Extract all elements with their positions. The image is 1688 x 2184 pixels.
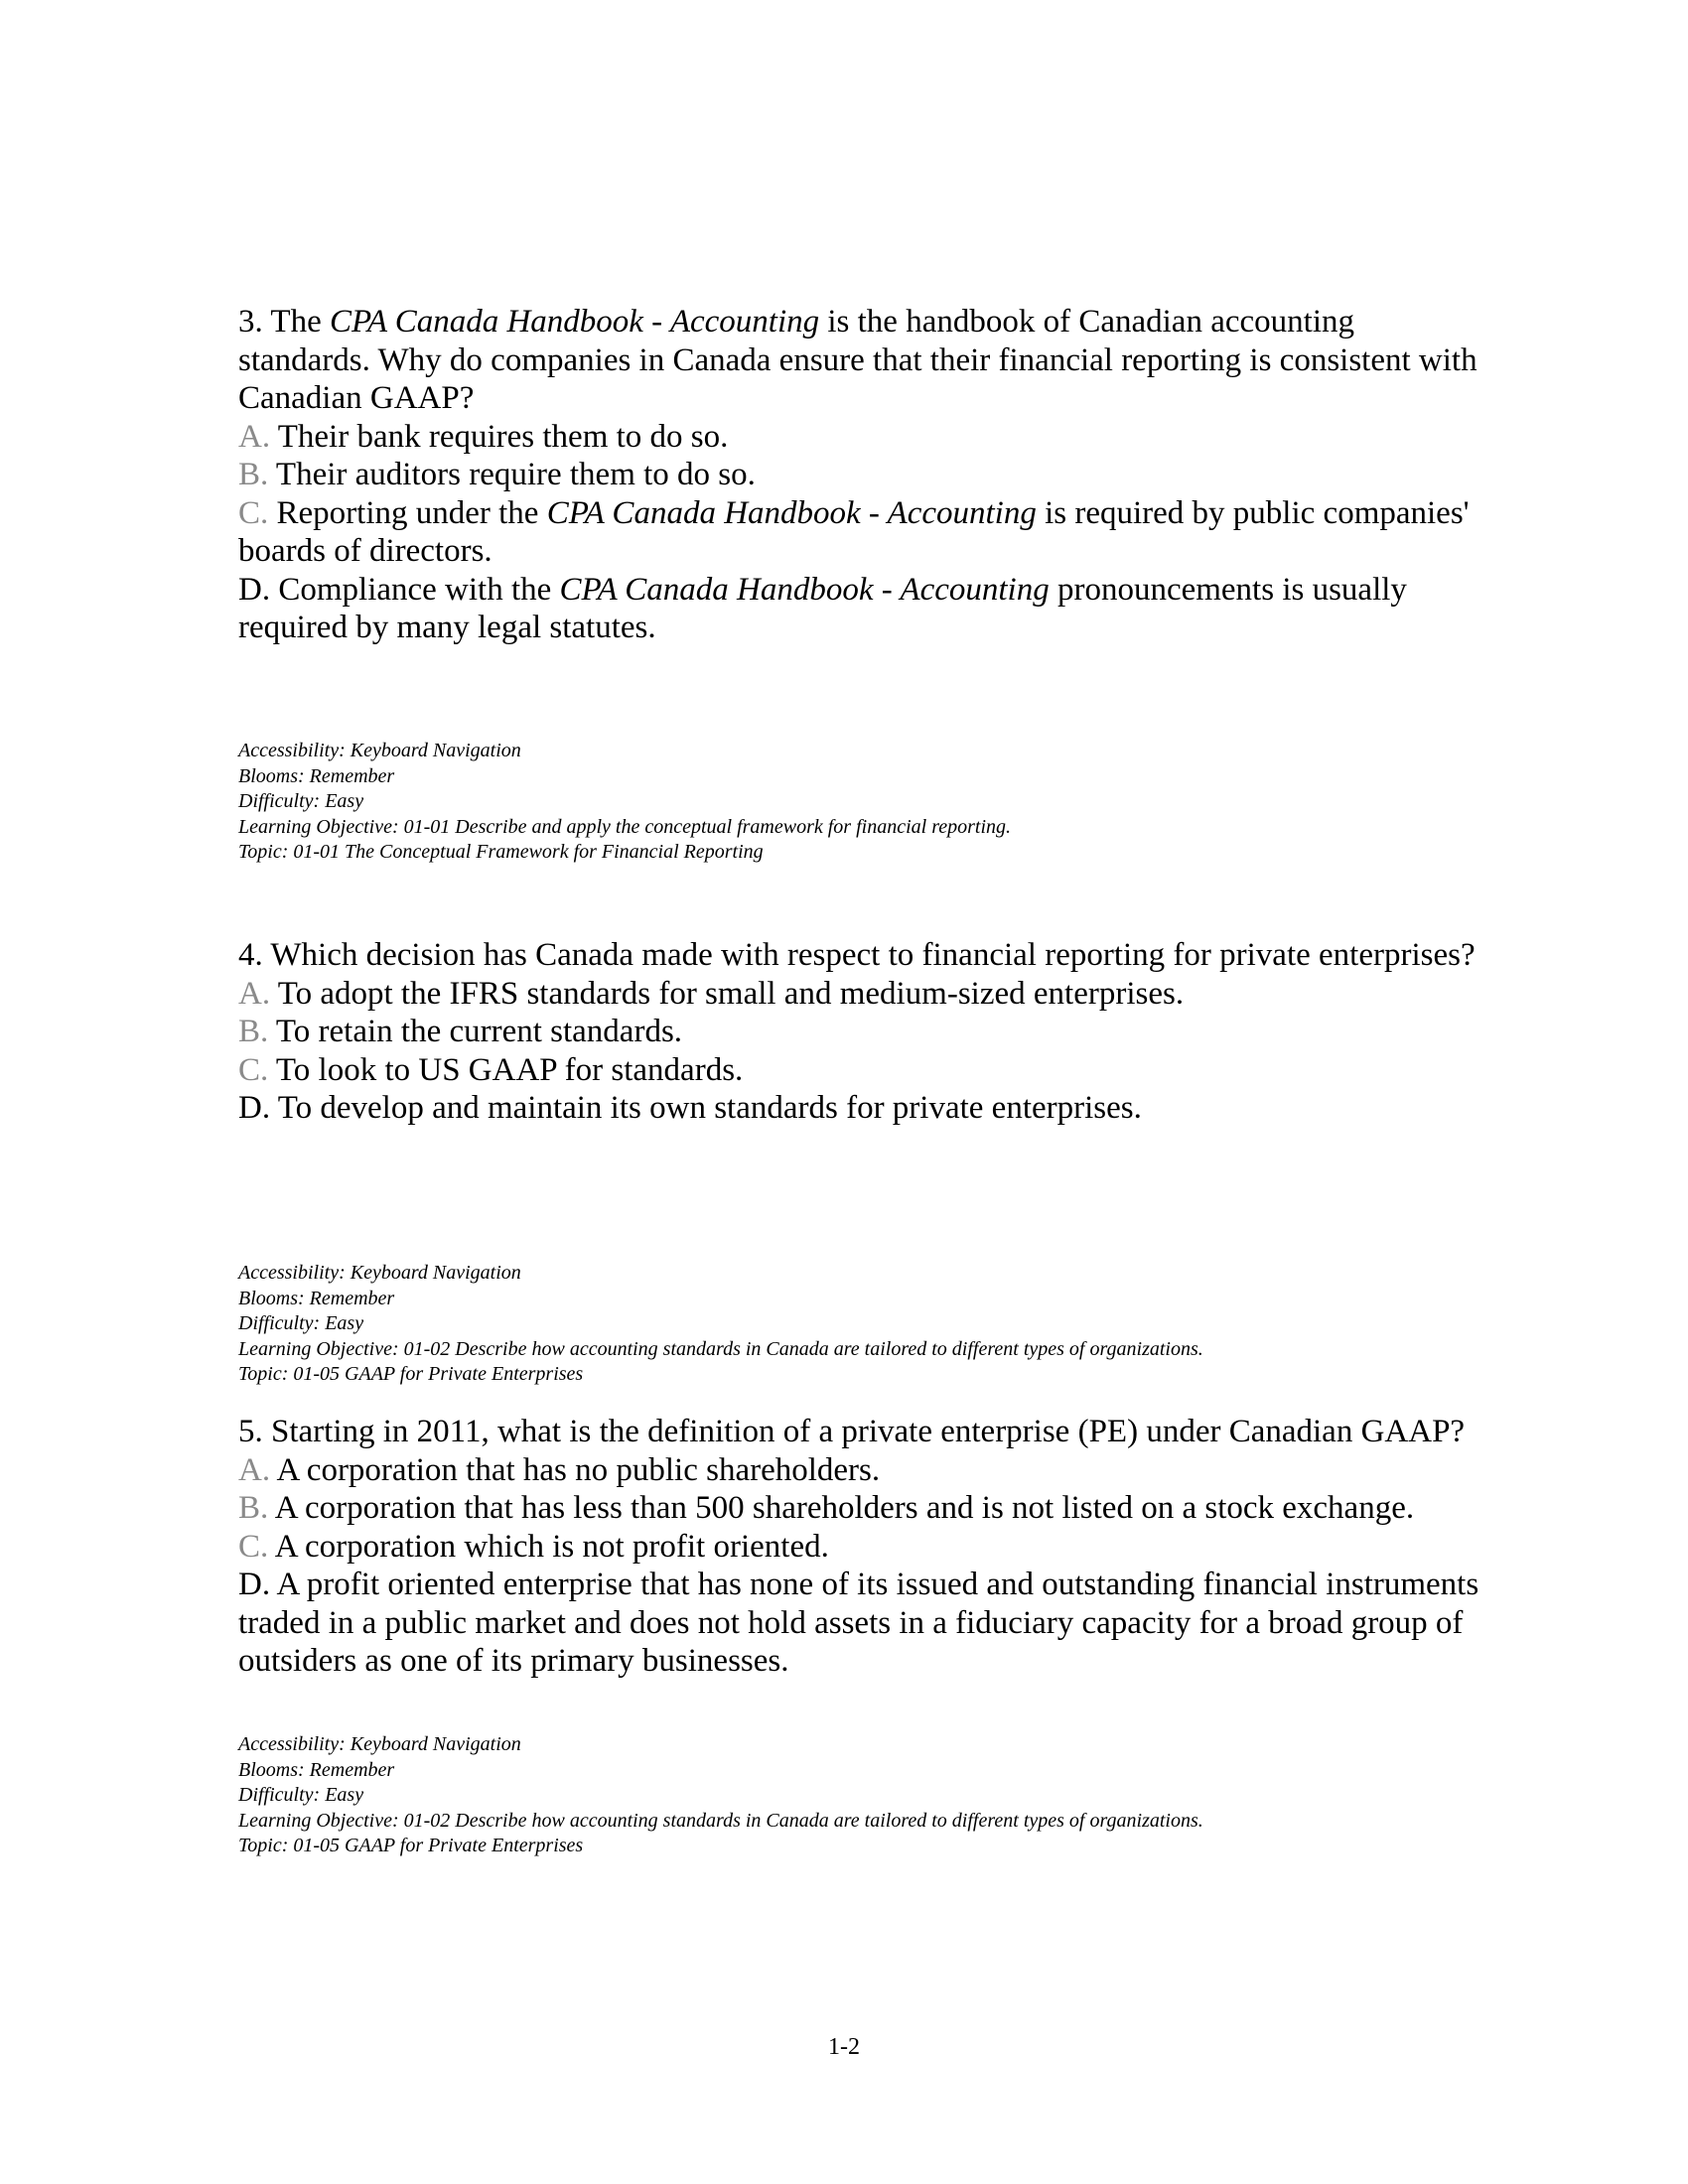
question-3 xyxy=(238,303,1489,647)
option-text: Their bank requires them to do so. xyxy=(277,418,729,455)
option-text: A corporation that has less than 500 shareholders and is not listed on a stock exchange. xyxy=(274,1490,1415,1526)
option-text-pre: Compliance with the xyxy=(278,571,552,608)
answer-option-b xyxy=(238,1489,1489,1528)
option-letter: A. xyxy=(238,975,271,1012)
answer-option-d xyxy=(238,571,1489,647)
handbook-title: CPA Canada Handbook - Accounting xyxy=(559,571,1050,608)
meta-difficulty: Difficulty: Easy xyxy=(238,790,364,812)
option-text: A corporation that has no public shareholders. xyxy=(276,1451,881,1488)
option-letter: C. xyxy=(238,494,269,531)
meta-learning-objective: Learning Objective: 01-02 Describe how accounting standards in Canada are tailored to different types of organizations. xyxy=(238,1809,1203,1832)
option-letter: A. xyxy=(238,418,271,455)
meta-learning-objective: Learning Objective: 01-01 Describe and apply the conceptual framework for financial reporting. xyxy=(238,815,1012,838)
question-stem xyxy=(238,1413,1489,1451)
question-number: 4. xyxy=(238,937,263,973)
option-text-post: pronouncements is usually required by many legal statutes. xyxy=(238,571,1407,645)
question-stem-pre: The xyxy=(270,304,322,340)
option-letter: B. xyxy=(238,1014,269,1049)
question-5-metadata xyxy=(238,1732,1489,1859)
option-text: To look to US GAAP for standards. xyxy=(275,1051,744,1088)
option-letter: C. xyxy=(238,1528,269,1565)
option-letter: D. xyxy=(238,571,271,608)
option-letter: A. xyxy=(238,1451,271,1488)
meta-difficulty: Difficulty: Easy xyxy=(238,1312,364,1334)
option-text: To retain the current standards. xyxy=(275,1014,683,1049)
option-text: A corporation which is not profit oriented. xyxy=(274,1528,829,1565)
option-letter: B. xyxy=(238,1490,269,1526)
option-text: To adopt the IFRS standards for small and medium-sized enterprises. xyxy=(277,975,1185,1012)
meta-blooms: Blooms: Remember xyxy=(238,1758,395,1781)
meta-topic: Topic: 01-01 The Conceptual Framework for Financial Reporting xyxy=(238,841,764,863)
answer-option-b xyxy=(238,456,1489,494)
question-number: 3. xyxy=(238,304,263,340)
meta-topic: Topic: 01-05 GAAP for Private Enterprises xyxy=(238,1835,584,1856)
option-text-post: is required by public companies' boards of directors. xyxy=(238,494,1470,569)
meta-difficulty: Difficulty: Easy xyxy=(238,1784,364,1806)
answer-option-b xyxy=(238,1013,1489,1051)
page-number: 1-2 xyxy=(828,2034,860,2060)
option-text: Their auditors require them to do so. xyxy=(275,457,756,492)
option-text-pre: Reporting under the xyxy=(276,494,539,531)
answer-option-a xyxy=(238,975,1489,1014)
question-stem-post: is the handbook of Canadian accounting standards. Why do companies in Canada ensure that their financial reporting is consistent with Canadian GAAP? xyxy=(238,304,1477,416)
question-3-metadata xyxy=(238,739,1489,866)
option-text: A profit oriented enterprise that has none of its issued and outstanding financial instruments traded in a public market and does not hold assets in a fiduciary capacity for a broad group of outsiders as one of its primary businesses. xyxy=(238,1567,1479,1679)
meta-accessibility: Accessibility: Keyboard Navigation xyxy=(238,1733,521,1755)
option-letter: D. xyxy=(238,1090,271,1126)
option-text: To develop and maintain its own standards for private enterprises. xyxy=(277,1090,1142,1126)
meta-blooms: Blooms: Remember xyxy=(238,764,395,787)
meta-accessibility: Accessibility: Keyboard Navigation xyxy=(238,740,521,761)
handbook-title: CPA Canada Handbook - Accounting xyxy=(546,494,1037,531)
question-stem xyxy=(238,303,1489,418)
meta-accessibility: Accessibility: Keyboard Navigation xyxy=(238,1262,521,1284)
question-4 xyxy=(238,936,1489,1128)
question-number: 5. xyxy=(238,1414,263,1449)
answer-option-d xyxy=(238,1089,1489,1128)
question-5 xyxy=(238,1413,1489,1681)
option-letter: B. xyxy=(238,457,269,492)
option-letter: C. xyxy=(238,1051,269,1088)
answer-option-c xyxy=(238,1528,1489,1567)
meta-topic: Topic: 01-05 GAAP for Private Enterprises xyxy=(238,1363,584,1385)
answer-option-a xyxy=(238,1451,1489,1490)
answer-option-a xyxy=(238,418,1489,457)
meta-learning-objective: Learning Objective: 01-02 Describe how accounting standards in Canada are tailored to different types of organizations. xyxy=(238,1337,1203,1360)
handbook-title: CPA Canada Handbook - Accounting xyxy=(329,304,820,340)
question-4-metadata xyxy=(238,1261,1489,1388)
meta-blooms: Blooms: Remember xyxy=(238,1287,395,1309)
answer-option-d xyxy=(238,1566,1489,1681)
question-stem xyxy=(238,936,1489,975)
question-stem-text: Which decision has Canada made with respect to financial reporting for private enterprises? xyxy=(270,937,1476,973)
answer-option-c xyxy=(238,494,1489,571)
answer-option-c xyxy=(238,1051,1489,1090)
question-stem-text: Starting in 2011, what is the definition of a private enterprise (PE) under Canadian GAAP? xyxy=(271,1414,1466,1449)
option-letter: D. xyxy=(238,1567,271,1602)
